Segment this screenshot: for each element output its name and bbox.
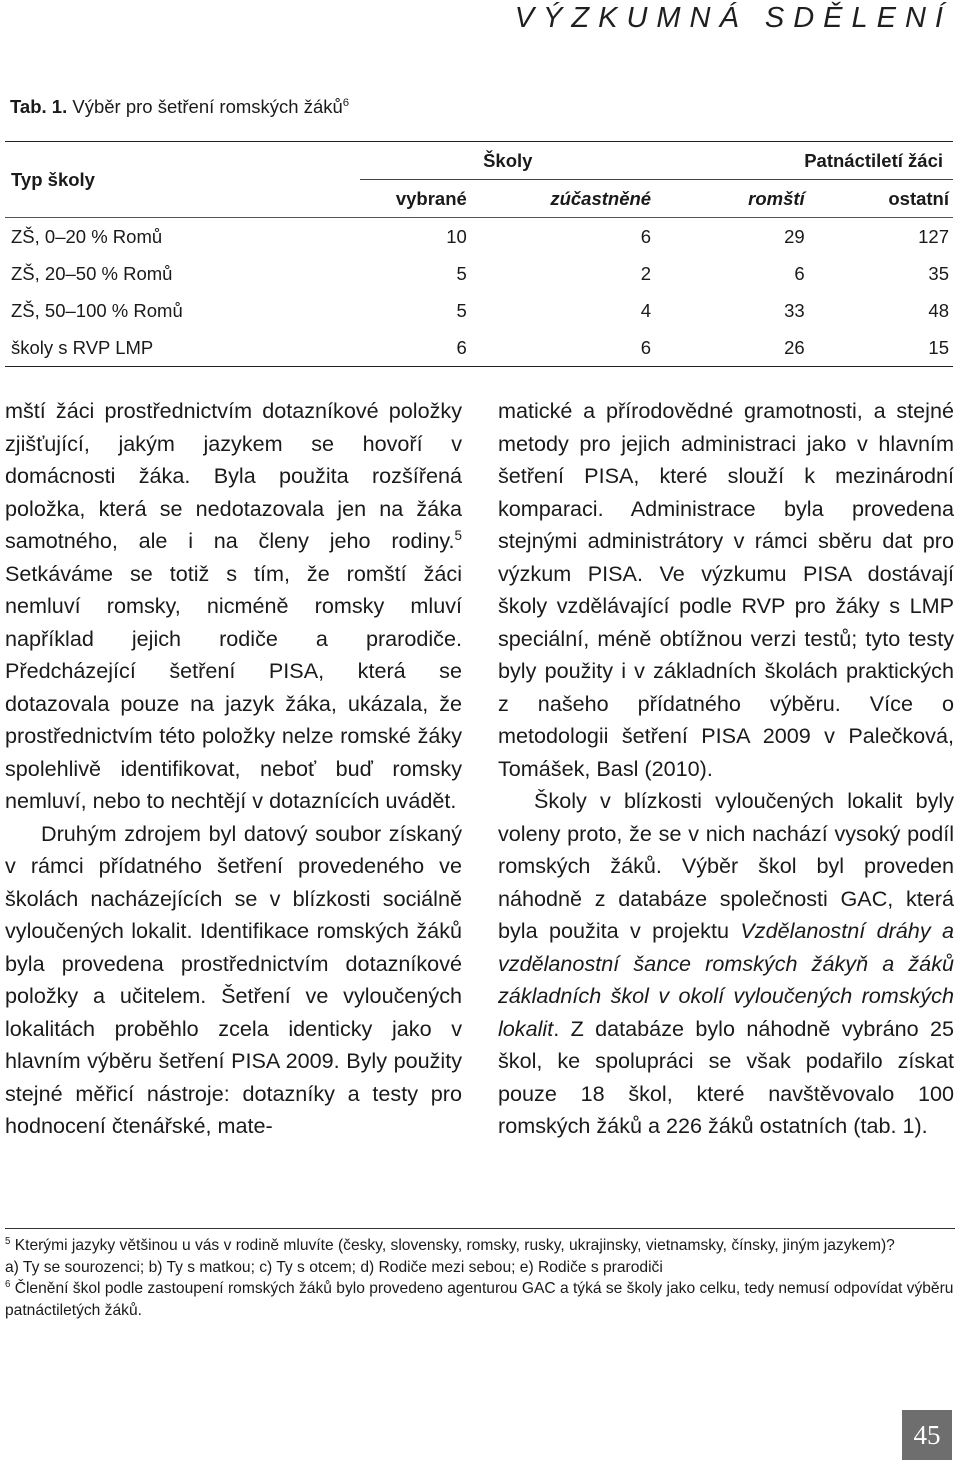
paragraph: Druhým zdrojem byl datový soubor získaný v rámci přídatného šetření provedeného ve školách nacházejících se v blízkosti sociálně vyloučených lokalit. Identifikace romských žáků byla provedena prostřednictvím dotazníkové položky a učitelem. Šetření ve vyloučených lokalitách proběhlo zcela identicky jako v hlavním výběru šetření PISA 2009. Byly použity stejné měřicí nástroje: dotazníky a testy pro hodnocení čtenářské, mate-	[5, 820, 462, 1138]
table-title: Výběr pro šetření romských žáků	[72, 96, 343, 117]
col-header-type: Typ školy	[5, 142, 360, 218]
footnote-5-options: a) Ty se sourozenci; b) Ty s matkou; c) Ty s otcem; d) Rodiče mezi sebou; e) Rodiče s prarodiči	[5, 1258, 663, 1276]
cell-other: 15	[809, 329, 953, 367]
footnote-6	[5, 1278, 955, 1321]
cell-participated: 6	[471, 218, 655, 256]
paragraph: matické a přírodovědné gramotnosti, a stejné metody pro jejich administraci jako v hlavním šetření PISA, které slouží k mezinárodní komparaci. Administrace byla provedena stejnými administrátory v rámci sběru dat pro výzkum PISA. Ve výzkumu PISA dostávají školy vzdělávající podle RVP pro žáky s LMP speciální, méně obtížnou verzi testů; tyto testy byly použity i v základních školách praktických z našeho přídatného výběru. Více o metodologii šetření PISA 2009 v Palečková, Tomášek, Basl (2010).	[498, 398, 954, 781]
body-column-right	[498, 395, 954, 1143]
cell-participated: 4	[640, 299, 652, 321]
cell-type: ZŠ, 50–100 % Romů	[11, 299, 183, 321]
col-header-other: ostatní	[809, 180, 953, 218]
footnote-text: Členění škol podle zastoupení romských žáků bylo provedeno agenturou GAC a týká se školy jako celku, tedy nemusí odpovídat výběru patnáctiletých žáků.	[5, 1280, 954, 1319]
cell-participated: 6	[471, 329, 655, 367]
cell-type: školy s RVP LMP	[5, 329, 360, 367]
page-number: 45	[902, 1410, 952, 1460]
school-sample-table	[5, 141, 953, 367]
cell-selected: 10	[360, 218, 470, 256]
paragraph	[498, 785, 954, 1143]
paragraph-text: . Z databáze bylo náhodně vybráno 25 škol, ke spolupráci se však podařilo získat pouze 18 škol, které navštěvovalo 100 romských žáků a 226 žáků ostatních (tab. 1).	[498, 1015, 954, 1138]
cell-roma: 26	[655, 329, 809, 367]
table-row	[5, 292, 953, 329]
cell-selected: 6	[360, 329, 470, 367]
table-row	[5, 218, 953, 256]
footnote-number: 5	[5, 1235, 11, 1247]
footnote-number: 6	[5, 1278, 11, 1290]
paragraph-text: Školy v blízkosti vyloučených lokalit byly voleny proto, že se v nich nachází vysoký podíl romských žáků. Výběr škol byl proveden náhodně z databáze společnosti GAC, která byla použita v projektu	[498, 788, 954, 943]
section-header: VÝZKUMNÁ SDĚLENÍ	[514, 2, 952, 34]
col-header-selected: vybrané	[360, 180, 470, 218]
table-footnote-ref: 6	[342, 96, 350, 109]
paragraph-text: Setkáváme se totiž s tím, že romští žáci nemluví romsky, nicméně romsky mluví například jejich rodiče a prarodiče. Předcházející šetření PISA, která se dotazovala pouze na jazyk žáka, ukázala, že prostřednictvím této položky nelze romské žáky spolehlivě identifikovat, neboť buď romsky nemluví, nebo to nechtějí v dotaznících uvádět.	[5, 560, 462, 813]
col-header-roma: romští	[655, 180, 809, 218]
table-caption	[10, 96, 349, 118]
project-title: Vzdělanostní dráhy a vzdělanostní šance romských žákyň a žáků základních škol v okolí vyloučených romských lokalit	[498, 918, 954, 1041]
footnotes	[5, 1228, 955, 1321]
cell-roma: 6	[794, 262, 805, 284]
footnote-5	[5, 1235, 955, 1257]
cell-other: 127	[809, 218, 953, 256]
group-header-schools: Školy	[360, 142, 655, 180]
table-row	[5, 329, 953, 367]
paragraph-text: mští žáci prostřednictvím dotazníkové položky zjišťující, jakým jazykem se hovoří v domácnosti žáka. Byla použita rozšířená položka, která se nedotazovala jen na žáka samotného, ale i na členy jeho rodiny.	[5, 398, 462, 553]
group-header-students: Patnáctiletí žáci	[655, 142, 953, 180]
body-column-left	[5, 395, 462, 1143]
cell-roma: 33	[784, 299, 805, 321]
footnote-ref: 5	[454, 527, 462, 543]
cell-type: ZŠ, 0–20 % Romů	[5, 218, 360, 256]
cell-other: 48	[928, 299, 949, 321]
cell-selected: 5	[456, 262, 467, 284]
cell-type: ZŠ, 20–50 % Romů	[11, 262, 173, 284]
table-label: Tab. 1.	[10, 96, 68, 117]
cell-roma: 29	[655, 218, 809, 256]
paragraph	[5, 395, 462, 818]
cell-participated: 2	[640, 262, 652, 284]
cell-selected: 5	[456, 299, 467, 321]
cell-other: 35	[928, 262, 949, 284]
footnote-text: Kterými jazyky většinou u vás v rodině mluvíte (česky, slovensky, romsky, rusky, ukrajinsky, vietnamsky, čínsky, jiným jazykem)?	[10, 1237, 895, 1254]
col-header-participated: zúčastněné	[471, 180, 655, 218]
table-row	[5, 255, 953, 292]
